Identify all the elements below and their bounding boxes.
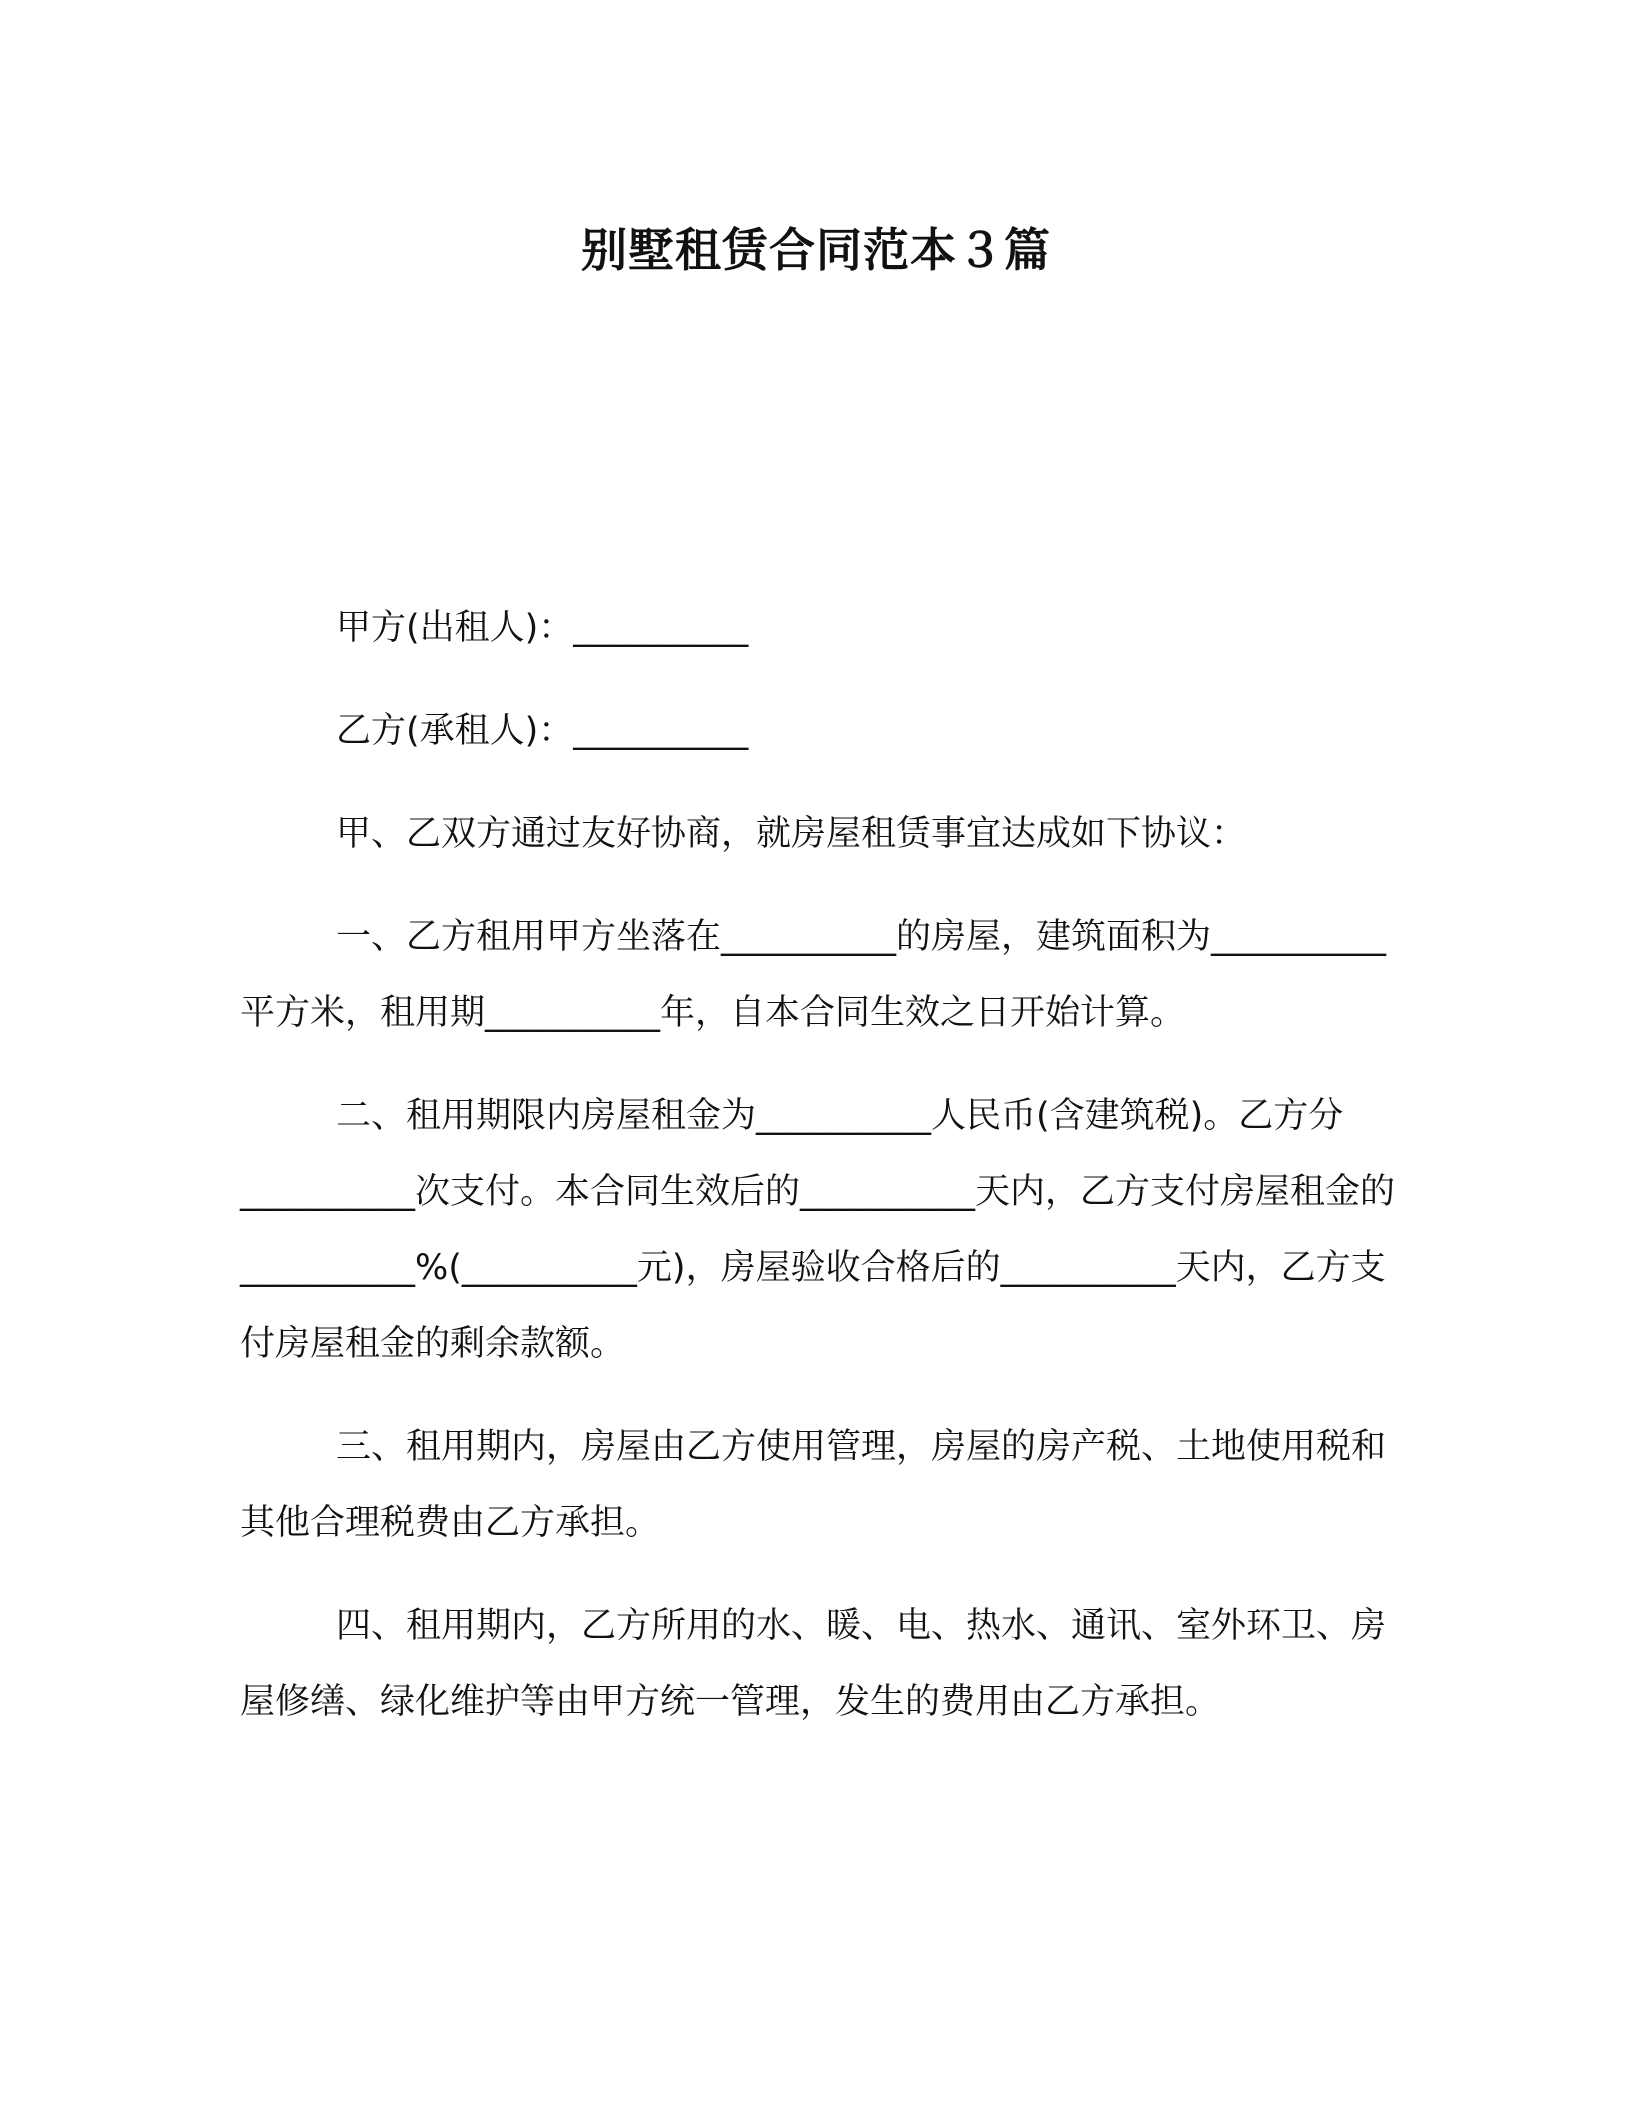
agreement-intro: 甲、乙双方通过友好协商，就房屋租赁事宜达成如下协议： [336,814,1247,854]
clause-3: 三、租用期内，房屋由乙方使用管理，房屋的房产税、土地使用税和其他合理税费由乙方承担。 [240,1427,1387,1543]
document-body [240,590,1400,1740]
clause-1: 一、乙方租用甲方坐落在__________的房屋，建筑面积为__________平方米，租用期__________年，自本合同生效之日开始计算。 [240,917,1387,1033]
clause-2: 二、租用期限内房屋租金为__________人民币(含建筑税)。乙方分__________次支付。本合同生效后的__________天内，乙方支付房屋租金的__________%(__________元)，房屋验收合格后的__________天内，乙方支付房屋租金的剩余款额。 [240,1096,1396,1364]
document-title: 别墅租赁合同范本３篇 [581,223,1051,277]
party-a-line: 甲方(出租人)：__________ [336,608,749,648]
party-b-line: 乙方(承租人)：__________ [336,711,749,751]
clause-4: 四、租用期内，乙方所用的水、暖、电、热水、通讯、室外环卫、房屋修缮、绿化维护等由甲方统一管理，发生的费用由乙方承担。 [240,1606,1387,1722]
